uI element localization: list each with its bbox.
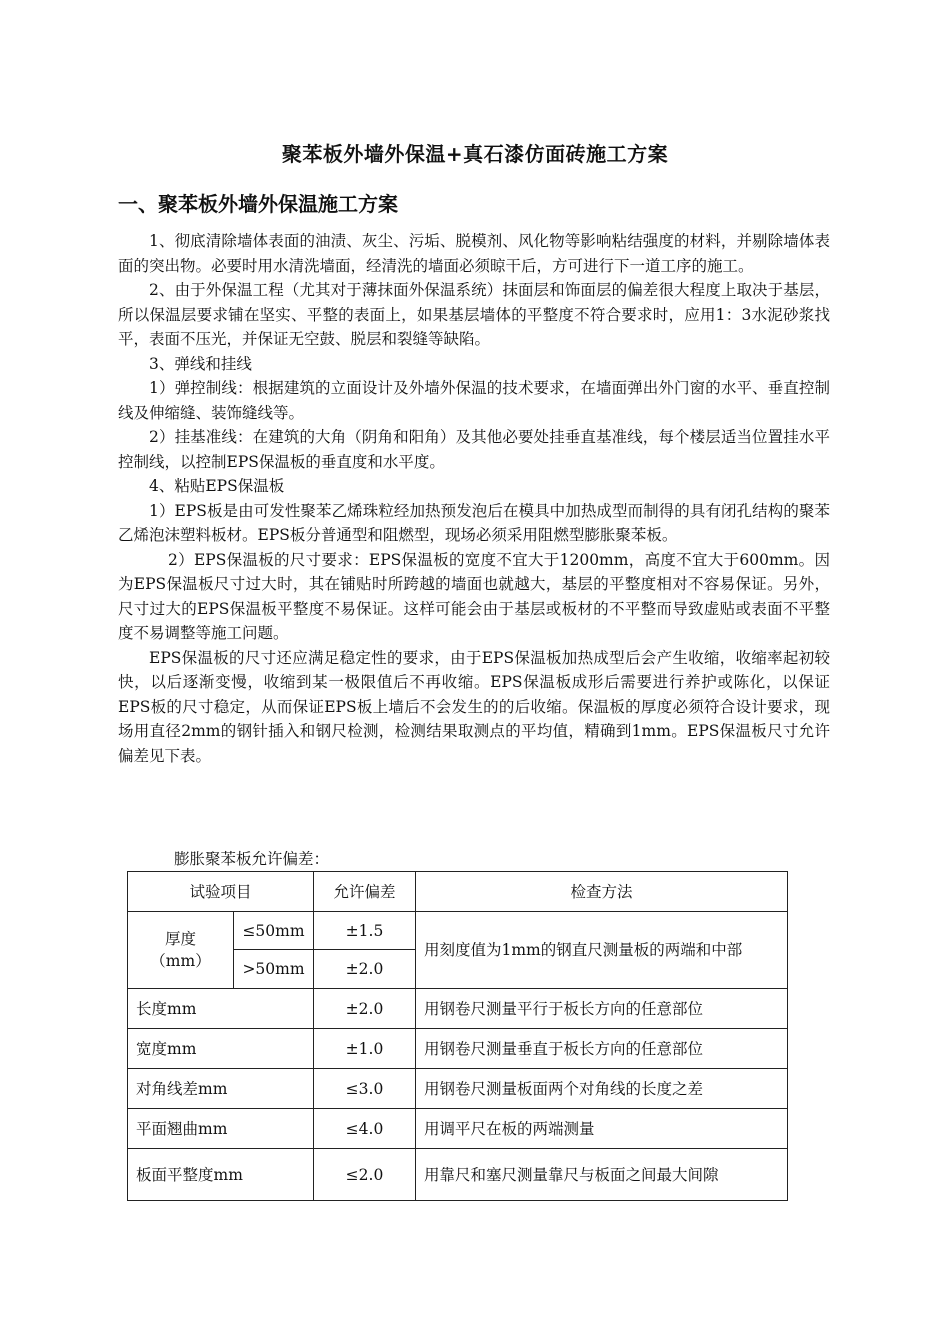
table-row	[128, 1109, 788, 1149]
tolerance-cell: ±1.0	[314, 1029, 416, 1069]
method-cell: 用调平尺在板的两端测量	[416, 1109, 788, 1149]
tolerance-cell: ≤3.0	[314, 1069, 416, 1109]
method-cell: 用钢卷尺测量平行于板长方向的任意部位	[416, 989, 788, 1029]
thickness-sub: >50mm	[234, 950, 314, 989]
item-cell: 平面翘曲mm	[128, 1109, 314, 1149]
paragraph: 1）弹控制线：根据建筑的立面设计及外墙外保温的技术要求，在墙面弹出外门窗的水平、垂直控制线及伸缩缝、装饰缝线等。	[118, 379, 830, 422]
paragraph: 2）挂基准线：在建筑的大角（阴角和阳角）及其他必要处挂垂直基准线，每个楼层适当位置挂水平控制线，以控制EPS保温板的垂直度和水平度。	[118, 428, 830, 471]
header-method: 检查方法	[416, 872, 788, 912]
thickness-label: 厚度 （mm）	[128, 912, 234, 989]
table-row	[128, 912, 788, 950]
thickness-sub: ≤50mm	[234, 912, 314, 950]
section-heading: 一、聚苯板外墙外保温施工方案	[118, 192, 398, 216]
paragraph: 1）EPS板是由可发性聚苯乙烯珠粒经加热预发泡后在模具中加热成型而制得的具有闭孔结构的聚苯乙烯泡沫塑料板材。EPS板分普通型和阻燃型，现场必须采用阻燃型膨胀聚苯板。	[118, 501, 830, 544]
paragraph: 3、弹线和挂线	[149, 354, 252, 373]
document-body	[118, 229, 830, 768]
item-cell: 板面平整度mm	[128, 1149, 314, 1201]
header-item: 试验项目	[128, 872, 314, 912]
paragraph: 4、粘贴EPS保温板	[149, 477, 285, 495]
tolerance-cell: ±1.5	[314, 912, 416, 950]
tolerance-cell: ≤2.0	[314, 1149, 416, 1201]
table-caption: 膨胀聚苯板允许偏差：	[174, 850, 330, 868]
method-cell: 用钢卷尺测量垂直于板长方向的任意部位	[416, 1029, 788, 1069]
paragraph: 2）EPS保温板的尺寸要求：EPS保温板的宽度不宜大于1200mm，高度不宜大于600mm。因为EPS保温板尺寸过大时，其在铺贴时所跨越的墙面也就越大，基层的平整度相对不容易保证。另外，尺寸过大的EPS保温板平整度不易保证。这样可能会由于基层或板材的不平整而导致虚贴或表面不平整度不易调整等施工问题。	[118, 550, 830, 642]
header-tolerance: 允许偏差	[314, 872, 416, 912]
item-cell: 长度mm	[128, 989, 314, 1029]
paragraph: 1、彻底清除墙体表面的油渍、灰尘、污垢、脱模剂、风化物等影响粘结强度的材料，并剔除墙体表面的突出物。必要时用水清洗墙面，经清洗的墙面必须晾干后，方可进行下一道工序的施工。	[118, 232, 830, 275]
item-cell: 对角线差mm	[128, 1069, 314, 1109]
item-cell: 宽度mm	[128, 1029, 314, 1069]
document-title: 聚苯板外墙外保温+真石漆仿面砖施工方案	[281, 142, 669, 166]
table-row	[128, 1149, 788, 1201]
method-cell: 用靠尺和塞尺测量靠尺与板面之间最大间隙	[416, 1149, 788, 1201]
tolerance-table	[127, 871, 788, 1201]
table-row	[128, 989, 788, 1029]
tolerance-cell: ±2.0	[314, 989, 416, 1029]
table-row	[128, 1069, 788, 1109]
tolerance-cell: ≤4.0	[314, 1109, 416, 1149]
tolerance-cell: ±2.0	[314, 950, 416, 989]
method-cell: 用刻度值为1mm的钢直尺测量板的两端和中部	[416, 912, 788, 989]
table-row	[128, 1029, 788, 1069]
paragraph: EPS保温板的尺寸还应满足稳定性的要求，由于EPS保温板加热成型后会产生收缩，收缩率起初较快，以后逐渐变慢，收缩到某一极限值后不再收缩。EPS保温板成形后需要进行养护或陈化，以保证EPS板的尺寸稳定，从而保证EPS板上墙后不会发生的的后收缩。保温板的厚度必须符合设计要求，现场用直径2mm的钢针插入和钢尺检测，检测结果取测点的平均值，精确到1mm。EPS保温板尺寸允许偏差见下表。	[118, 648, 830, 765]
table-header-row	[128, 872, 788, 912]
paragraph: 2、由于外保温工程（尤其对于薄抹面外保温系统）抹面层和饰面层的偏差很大程度上取决于基层，所以保温层要求铺在坚实、平整的表面上，如果基层墙体的平整度不符合要求时，应用1：3水泥砂浆找平，表面不压光，并保证无空鼓、脱层和裂缝等缺陷。	[118, 281, 830, 348]
method-cell: 用钢卷尺测量板面两个对角线的长度之差	[416, 1069, 788, 1109]
